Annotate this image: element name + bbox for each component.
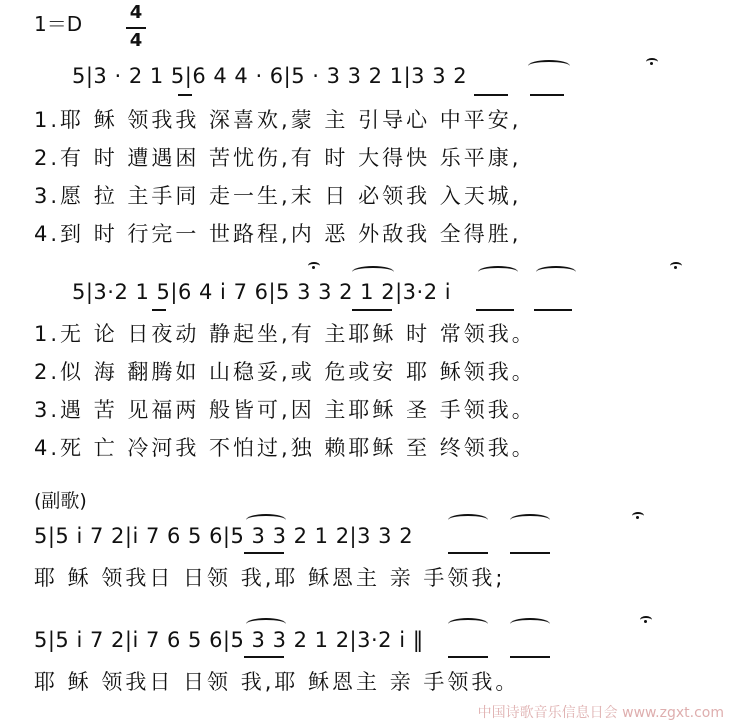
underline-mark: [244, 656, 284, 658]
slur-mark: [448, 618, 488, 630]
chorus-line2-notes: 5|5 i 7 2|i 7 6 5 6|5 3 3 2 1 2|3·2 i ‖: [34, 628, 424, 652]
slur-mark: [510, 514, 550, 526]
underline-mark: [352, 309, 392, 311]
section2-lyric-verse2: 2.似 海 翻腾如 山稳妥,或 危或安 耶 稣领我。: [34, 360, 536, 384]
chorus-line1-notes: 5|5 i 7 2|i 7 6 5 6|5 3 3 2 1 2|3 3 2: [34, 524, 414, 548]
time-signature-divider: [126, 27, 146, 29]
underline-mark: [474, 94, 508, 96]
slur-mark: [536, 266, 576, 278]
time-signature-top: 4: [129, 2, 143, 23]
underline-mark: [152, 309, 166, 311]
key-signature: 1＝D: [34, 12, 83, 36]
slur-mark: [352, 266, 394, 278]
slur-mark: [246, 514, 286, 526]
section1-notes: 5|3 · 2 1 5|6 4 4 · 6|5 · 3 3 2 1|3 3 2: [72, 64, 468, 88]
chorus-label: (副歌): [34, 490, 87, 512]
underline-mark: [530, 94, 564, 96]
underline-mark: [510, 656, 550, 658]
underline-mark: [448, 656, 488, 658]
slur-mark: [528, 60, 570, 72]
fermata-icon: [308, 262, 320, 270]
fermata-icon: [646, 58, 658, 66]
fermata-icon: [632, 512, 644, 520]
section2-lyric-verse3: 3.遇 苦 见福两 般皆可,因 主耶稣 圣 手领我。: [34, 398, 536, 422]
underline-mark: [448, 552, 488, 554]
underline-mark: [534, 309, 572, 311]
watermark: 中国诗歌音乐信息日会 www.zgxt.com: [477, 705, 724, 721]
fermata-icon: [640, 616, 652, 624]
section2-lyric-verse1: 1.无 论 日夜动 静起坐,有 主耶稣 时 常领我。: [34, 322, 536, 346]
chorus-line2-lyrics: 耶 稣 领我日 日领 我,耶 稣恩主 亲 手领我。: [34, 670, 520, 694]
slur-mark: [478, 266, 518, 278]
section1-lyric-verse4: 4.到 时 行完一 世路程,内 恶 外敌我 全得胜,: [34, 222, 522, 246]
underline-mark: [244, 552, 284, 554]
section1-lyric-verse2: 2.有 时 遭遇困 苦忧伤,有 时 大得快 乐平康,: [34, 146, 522, 170]
section2-notes: 5|3·2 1 5|6 4 i 7 6|5 3 3 2 1 2|3·2 i: [72, 280, 452, 304]
slur-mark: [510, 618, 550, 630]
section2-lyric-verse4: 4.死 亡 冷河我 不怕过,独 赖耶稣 至 终领我。: [34, 436, 536, 460]
slur-mark: [448, 514, 488, 526]
section1-lyric-verse1: 1.耶 稣 领我我 深喜欢,蒙 主 引导心 中平安,: [34, 108, 522, 132]
chorus-line1-lyrics: 耶 稣 领我日 日领 我,耶 稣恩主 亲 手领我;: [34, 566, 506, 590]
underline-mark: [476, 309, 514, 311]
section1-lyric-verse3: 3.愿 拉 主手同 走一生,末 日 必领我 入天城,: [34, 184, 522, 208]
fermata-icon: [670, 262, 682, 270]
time-signature-bottom: 4: [129, 30, 143, 51]
underline-mark: [510, 552, 550, 554]
underline-mark: [178, 94, 192, 96]
slur-mark: [246, 618, 286, 630]
